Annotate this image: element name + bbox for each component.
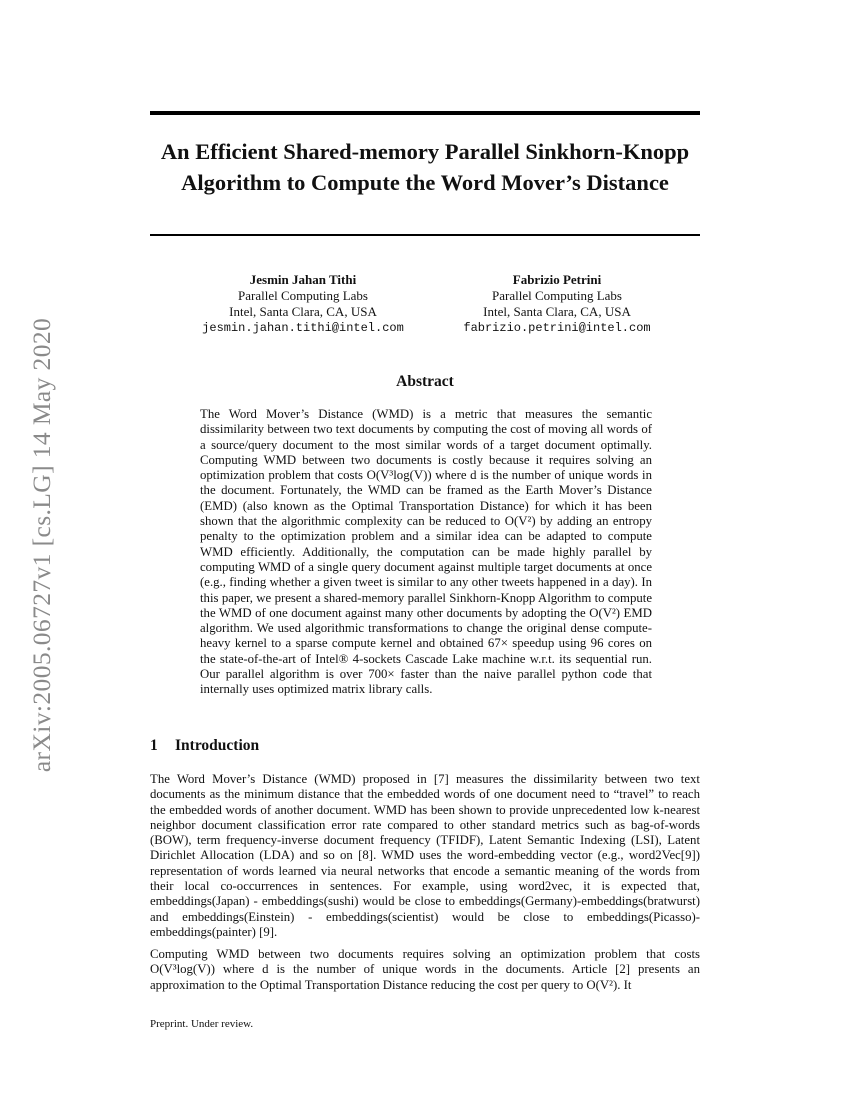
author-name: Jesmin Jahan Tithi (249, 272, 357, 287)
abstract-heading: Abstract (396, 373, 454, 390)
author-email[interactable]: jesmin.jahan.tithi@intel.com (202, 321, 404, 335)
author-block-1 (173, 272, 433, 336)
author-email[interactable]: fabrizio.petrini@intel.com (463, 321, 651, 335)
arxiv-id-text: arXiv:2005.06727v1 [cs.LG] 14 May 2020 (27, 317, 56, 773)
body-paragraph: Computing WMD between two documents requires solving an optimization problem that costs O(V³log(V)) where d is the number of unique words in the documents. Article [2] presents an approximation to the Optimal Transportation Distance reducing the cost per query to O(V²). It (150, 947, 700, 992)
footer-note: Preprint. Under review. (150, 1018, 254, 1030)
section-number: 1 (150, 737, 158, 754)
author-location: Intel, Santa Clara, CA, USA (483, 304, 631, 319)
section-title: Introduction (175, 737, 260, 754)
author-block-2 (427, 272, 687, 336)
author-affiliation: Parallel Computing Labs (238, 288, 368, 303)
abstract-text: The Word Mover’s Distance (WMD) is a metric that measures the semantic dissimilarity between two text documents by computing the cost of moving all words of a source/query document to the most similar words of a target document optimally. Computing WMD between two documents is costly because it requires solving an optimization problem that costs O(V³log(V)) where d is the number of unique words in the document. Fortunately, the WMD can be framed as the Earth Mover’s Distance (EMD) (also known as the Optimal Transportation Distance) for which it has been shown that the algorithmic complexity can be reduced to O(V²) by adding an entropy penalty to the optimization problem and a similar idea can be adapted to compute WMD efficiently. Additionally, the computation can be made highly parallel by computing WMD of a single query document against multiple target documents at once (e.g., finding whether a given tweet is similar to any other tweets happened in a day). In this paper, we present a shared-memory parallel Sinkhorn-Knopp Algorithm to compute the WMD of one document against many other documents by adopting the O(V²) EMD algorithm. We used algorithmic transformations to change the original dense compute-heavy kernel to a sparse compute kernel and obtained 67× speedup using 96 cores on the state-of-the-art of Intel® 4-sockets Cascade Lake machine w.r.t. its sequential run. Our parallel algorithm is over 700× faster than the naive parallel python code that internally uses optimized matrix library calls. (200, 407, 652, 697)
author-name: Fabrizio Petrini (512, 272, 602, 287)
paper-title: An Efficient Shared-memory Parallel Sinkhorn-Knopp Algorithm to Compute the Word Mover’s Distance (160, 139, 690, 195)
section-heading (150, 737, 259, 755)
body-paragraph: The Word Mover’s Distance (WMD) proposed in [7] measures the dissimilarity between two text documents as the minimum distance that the embedded words of one document need to “travel” to reach the embedded words of another document. WMD has been shown to provide unprecedented low k-nearest neighbor document classification error rate compared to other standard metrics such as bag-of-words (BOW), term frequency-inverse document frequency (TFIDF), Latent Semantic Indexing (LSI), Latent Dirichlet Allocation (LDA) and so on [8]. WMD uses the word-embedding vector (e.g., word2Vec[9]) representation of words learned via neural networks that encode a semantic meaning of the words from their local co-occurrences in sentences. For example, using word2vec, it is expected that, embeddings(Japan) - embeddings(sushi) would be close to embeddings(Germany)-embeddings(bratwurst) and embeddings(Einstein) - embeddings(scientist) would be close to embeddings(Picasso)-embeddings(painter) [9]. (150, 772, 700, 939)
author-location: Intel, Santa Clara, CA, USA (229, 304, 377, 319)
title-bottom-rule (150, 234, 700, 236)
author-affiliation: Parallel Computing Labs (492, 288, 622, 303)
title-top-rule (150, 111, 700, 115)
